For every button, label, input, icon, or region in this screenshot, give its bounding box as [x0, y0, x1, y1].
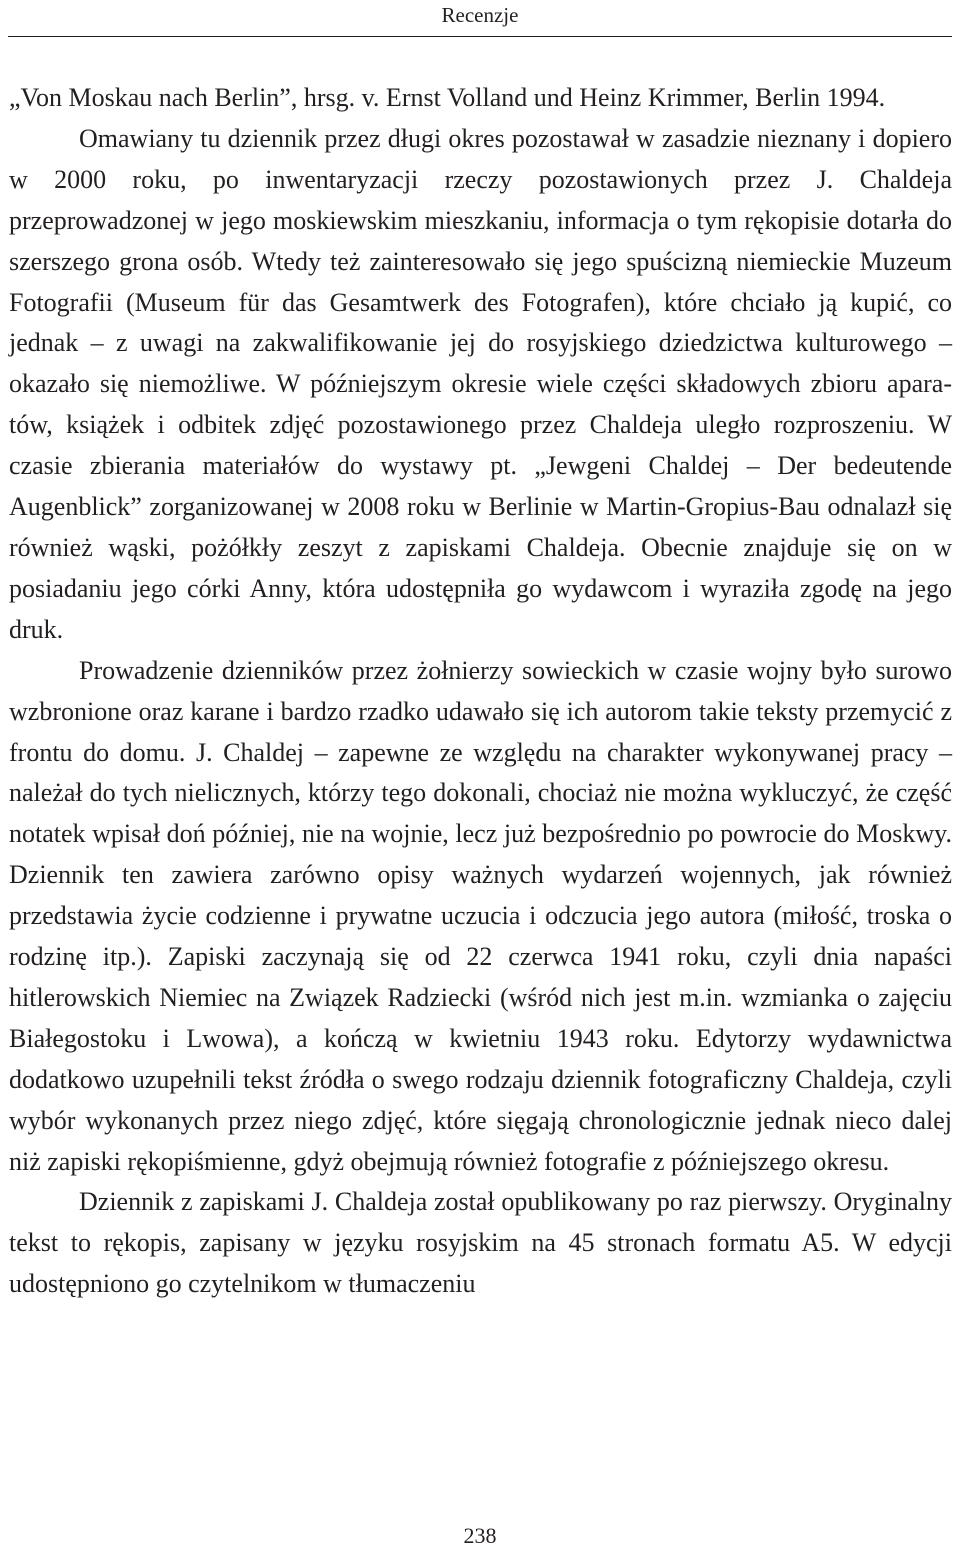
- page-number: 238: [463, 1523, 497, 1548]
- paragraph-citation-end: „Von Moskau nach Berlin”, hrsg. v. Ernst Volland und Heinz Krimmer, Berlin 1994.: [9, 83, 886, 112]
- paragraph: Omawiany tu dziennik przez długi okres pozostawał w zasadzie nieznany i dopiero w 2000 roku, po inwentaryzacji rzeczy pozostawionych przez J. Chaldeja przeprowadzonej w jego moskiewskim mieszkaniu, informacja o tym rękopisie dotarła do szerszego grona osób. Wtedy też zainteresowało się jego spuścizną niemieckie Muzeum Fotografii (Museum für das Gesamtwerk des Fotografen), które chciało ją kupić, co jednak – z uwagi na zakwalifikowanie jej do rosyjskiego dziedzictwa kulturowego – okazało się niemożliwe. W późniejszym okresie wiele części składowych zbioru aparatów, książek i odbitek zdjęć pozostawionego przez Chaldeja uległo rozproszeniu. W czasie zbierania materiałów do wystawy pt. „Jewgeni Chaldej – Der bedeutende Augenblick” zorganizowanej w 2008 roku w Berlinie w Martin-Gropius-Bau odnalazł się również wąski, pożółkły zeszyt z zapiskami Chaldeja. Obecnie znajduje się on w posiadaniu jego córki Anny, która udostępniła go wydawcom i wyraziła zgodę na jego druk.: [9, 123, 952, 644]
- paragraph: Dziennik z zapiskami J. Chaldeja został opublikowany po raz pierwszy. Oryginalny tekst to rękopis, zapisany w języku rosyjskim na 45 stronach formatu A5. W edycji udostępniono go czytelnikom w tłumaczeniu: [9, 1187, 952, 1299]
- body-text: [9, 78, 952, 1305]
- paragraph: Prowadzenie dzienników przez żołnierzy sowieckich w czasie wojny było surowo wzbronione oraz karane i bardzo rzadko udawało się ich autorom takie teksty przemycić z frontu do domu. J. Chaldej – zapewne ze względu na charakter wykonywanej pracy – należał do tych nielicznych, którzy tego dokonali, chociaż nie można wykluczyć, że część notatek wpisał doń później, nie na wojnie, lecz już bezpośrednio po powrocie do Moskwy. Dziennik ten zawiera zarówno opisy ważnych wydarzeń wojennych, jak również przedstawia życie codzienne i prywatne uczucia i odczucia jego autora (miłość, troska o rodzinę itp.). Zapiski zaczynają się od 22 czerwca 1941 roku, czyli dnia napaści hitlerowskich Niemiec na Związek Radziecki (wśród nich jest m.in. wzmianka o zajęciu Białegostoku i Lwowa), a kończą w kwietniu 1943 roku. Edytorzy wydawnictwa dodatkowo uzupełnili tekst źródła o swego rodzaju dziennik fotograficzny Chaldeja, czyli wybór wykonanych przez niego zdjęć, które sięgają chronologicznie jednak nieco dalej niż zapiski rękopiśmienne, gdyż obejmują również fotografie z późniejszego okresu.: [9, 655, 952, 1176]
- running-head: Recenzje: [441, 3, 519, 27]
- header-rule: [8, 36, 952, 37]
